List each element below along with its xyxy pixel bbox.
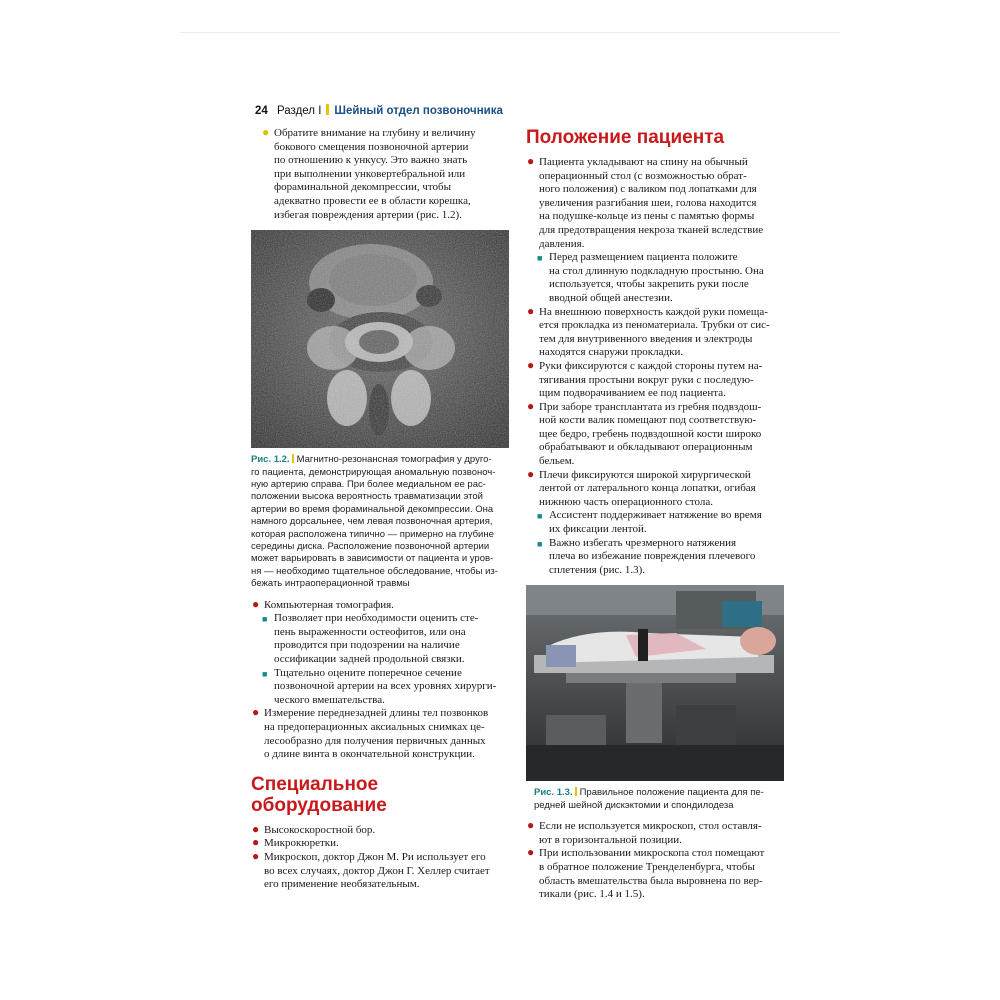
- text-line: вводной общей анестезии.: [549, 291, 673, 304]
- list-item-text: [539, 156, 784, 251]
- text-line: щим подворачиванием ее под пациента.: [539, 387, 726, 400]
- intro-bullet-text: [274, 127, 509, 222]
- text-line: адекватно провести ее в области корешка,: [274, 194, 471, 207]
- text-line: Позволяет при необходимости оценить сте-: [274, 612, 479, 625]
- list-item: [251, 596, 509, 613]
- text-line: Обратите внимание на глубину и величину: [274, 127, 476, 139]
- caption-line: которая расположена типично — примерно на глубине: [251, 528, 494, 540]
- bullet-marker: ●: [527, 303, 535, 318]
- text-line: тем для внутривенного введения и электроды: [539, 332, 753, 345]
- bullet-marker: ●: [252, 705, 260, 720]
- list-item-text: [549, 251, 784, 305]
- list-item-text: [274, 612, 509, 666]
- intro-bullet: [261, 127, 509, 222]
- text-line: избегая повреждения артерии (рис. 1.2).: [274, 208, 462, 221]
- text-line: о длине винта в окончательной конструкции.: [264, 748, 475, 761]
- text-line: При заборе трансплантата из гребня подвздош-: [539, 400, 762, 413]
- text-line: тягивания простыни вокруг руки с последую-: [539, 373, 754, 386]
- bullet-marker: ■: [262, 614, 268, 625]
- bullet-marker: ●: [527, 154, 535, 168]
- caption-line: намного дорсальнее, чем левая позвоночная артерия,: [251, 516, 493, 528]
- list-item-text: [274, 667, 509, 708]
- title-line: Специальное: [251, 773, 379, 795]
- section-label: Раздел I: [277, 105, 322, 117]
- bullet-marker: ●: [527, 466, 535, 481]
- text-line: ют в горизонтальной позиции.: [539, 833, 682, 846]
- right-column: [526, 127, 784, 902]
- figure-1-2-caption-text: [251, 454, 498, 589]
- list-item-text: [539, 847, 784, 901]
- list-item-text: [264, 599, 509, 613]
- list-item: [261, 612, 509, 666]
- text-line: Перед размещением пациента положите: [549, 251, 738, 264]
- caption-line: редней шейной дискэктомии и спондилодеза: [534, 799, 734, 811]
- text-line: Важно избегать чрезмерного натяжения: [549, 536, 737, 549]
- caption-line: го пациента, демонстрирующая аномальную позвоноч-: [251, 466, 496, 478]
- figure-1-2-label: Рис. 1.2.: [251, 454, 290, 466]
- text-line: находятся снаружи прокладки.: [539, 346, 684, 359]
- text-line: Если не используется микроскоп, стол оставля-: [539, 820, 762, 833]
- text-line: используется, чтобы закрепить руки после: [549, 278, 749, 291]
- running-header: [255, 104, 755, 118]
- text-line: Микроскоп, доктор Джон М. Ри использует его: [264, 850, 486, 863]
- bullet-marker: ●: [527, 357, 535, 372]
- text-line: ной кости валик помещают под соответствую-: [539, 414, 757, 427]
- list-item: [251, 848, 509, 892]
- figure-1-2-caption: [251, 454, 509, 590]
- chapter-title: Шейный отдел позвоночника: [334, 105, 503, 117]
- bullet-marker: ●: [252, 848, 260, 863]
- caption-line: артерии во время фораминальной декомпрессии. Она: [251, 503, 494, 515]
- title-line: оборудование: [251, 794, 387, 816]
- list-item-text: [264, 707, 509, 761]
- bullet-marker: ●: [527, 398, 535, 413]
- list-item: [526, 303, 784, 360]
- text-line: Высокоскоростной бор.: [264, 823, 376, 836]
- text-line: при выполнении унковертебральной или: [274, 167, 466, 180]
- text-line: для предотвращения некроза тканей вследствие: [539, 223, 764, 236]
- list-item-text: [539, 306, 784, 360]
- list-item: [526, 820, 784, 847]
- list-item-text: [539, 360, 784, 401]
- text-line: Пациента укладывают на спину на обычный: [539, 156, 748, 168]
- text-line: Микрокюретки.: [264, 837, 339, 850]
- text-line: сплетения (рис. 1.3).: [549, 563, 646, 576]
- bullet-marker: ●: [252, 835, 260, 850]
- list-item-text: [539, 401, 784, 469]
- text-line: обрабатывают и обкладывают операционным: [539, 441, 753, 454]
- table-position-bullet-list: [526, 820, 784, 902]
- caption-line: бежать интраоперационной травмы: [251, 578, 410, 590]
- section-title-equipment: [251, 774, 509, 816]
- header-divider: [326, 104, 329, 115]
- list-item: [251, 707, 509, 761]
- text-line: на стол длинную подкладную простыню. Она: [549, 264, 764, 277]
- text-line: Ассистент поддерживает натяжение во время: [549, 509, 762, 522]
- page-top-edge: [180, 32, 840, 33]
- bullet-marker: ■: [537, 538, 543, 549]
- left-bullet-list: [251, 596, 509, 762]
- list-item: [536, 509, 784, 536]
- caption-line: положении высока вероятность травматизации этой: [251, 491, 483, 503]
- text-line: Компьютерная томография.: [264, 598, 394, 611]
- list-item: [526, 398, 784, 469]
- bullet-marker: ●: [527, 818, 535, 833]
- text-line: операционный стол (с возможностью обрат-: [539, 169, 747, 182]
- list-item: [261, 667, 509, 708]
- figure-1-2-mri-image: [251, 230, 509, 448]
- page-number: 24: [255, 105, 268, 117]
- text-line: При использовании микроскопа стол помещают: [539, 847, 765, 860]
- caption-line: ную артерию справа. При более медиальном ее рас-: [251, 478, 486, 490]
- section-title-patient-position: Положение пациента: [526, 127, 725, 148]
- text-line: в обратное положение Тренделенбурга, чтобы: [539, 861, 755, 873]
- text-line: ного положения) с валиком под лопатками для: [539, 183, 757, 196]
- list-item-text: [539, 469, 784, 510]
- text-line: ческого вмешательства.: [274, 693, 385, 706]
- bullet-marker: ●: [527, 845, 535, 860]
- text-line: давления.: [539, 237, 585, 250]
- text-line: бокового смещения позвоночной артерии: [274, 140, 469, 153]
- list-item: [251, 821, 509, 838]
- bullet-marker: ■: [537, 253, 543, 264]
- caption-line: середины диска. Расположение позвоночной артерии: [251, 541, 490, 552]
- text-line: Руки фиксируются с каждой стороны путем на-: [539, 359, 763, 372]
- bullet-marker: ■: [262, 668, 268, 679]
- caption-line: может варьировать в зависимости от пациента и уров-: [251, 553, 494, 565]
- figure-1-3-photo: [526, 585, 784, 781]
- text-line: позвоночной артерии на всех уровнях хирурги-: [274, 680, 497, 693]
- text-line: по отношению к ункусу. Это важно знать: [274, 154, 468, 167]
- list-item-text: [264, 824, 509, 838]
- list-item: [526, 466, 784, 510]
- text-line: на предоперационных аксиальных снимках це-: [264, 720, 485, 733]
- list-item-text: [264, 851, 509, 892]
- list-item: [526, 357, 784, 401]
- bullet-marker: ●: [252, 821, 260, 836]
- text-line: лесообразно для получения первичных данных: [264, 734, 486, 747]
- text-line: плеча во избежание повреждения плечевого: [549, 550, 756, 563]
- text-line: лентой от латерального конца лопатки, огибая: [539, 482, 756, 495]
- text-line: На внешнюю поверхность каждой руки помеща-: [539, 305, 768, 318]
- list-item: [536, 251, 784, 305]
- equipment-bullet-list: [251, 821, 509, 892]
- list-item-text: [264, 837, 509, 851]
- text-line: нижнюю часть операционного стола.: [539, 495, 714, 508]
- text-line: область вмешательства была выровнена по вер-: [539, 874, 763, 887]
- caption-line: Правильное положение пациента для пе-: [579, 787, 764, 799]
- text-line: Плечи фиксируются широкой хирургической: [539, 468, 751, 481]
- text-line: оссификации задней продольной связки.: [274, 653, 465, 665]
- list-item: [536, 537, 784, 578]
- text-line: фораминальной декомпрессии, чтобы: [274, 181, 452, 194]
- text-line: Измерение переднезадней длины тел позвонков: [264, 707, 489, 720]
- text-line: бельем.: [539, 455, 575, 468]
- figure-1-3-label: Рис. 1.3.: [534, 787, 573, 799]
- bullet-marker: ■: [537, 511, 543, 522]
- list-item-text: [539, 820, 784, 847]
- list-item: [526, 156, 784, 251]
- text-line: увеличения разгибания шеи, голова находится: [539, 196, 757, 209]
- text-line: их фиксации лентой.: [549, 523, 647, 536]
- list-item: [526, 847, 784, 901]
- caption-divider: [292, 454, 294, 463]
- text-line: щее бедро, гребень подвздошной кости широко: [539, 427, 762, 440]
- text-line: проводится при подозрении на наличие: [274, 639, 460, 652]
- text-line: Тщательно оцените поперечное сечение: [274, 666, 462, 679]
- list-item-text: [549, 537, 784, 578]
- left-column: [251, 127, 509, 892]
- text-line: его применение необязательным.: [264, 878, 420, 891]
- text-line: ется прокладка из пеноматериала. Трубки от сис-: [539, 319, 770, 332]
- caption-line: ня — необходимо тщательное обследование, чтобы из-: [251, 565, 498, 577]
- text-line: во всех случаях, доктор Джон Г. Хеллер считает: [264, 864, 490, 877]
- patient-position-bullet-list: [526, 156, 784, 577]
- list-item: [251, 837, 509, 851]
- text-line: на подушке-кольце из пены с памятью формы: [539, 210, 755, 223]
- caption-line: Магнитно-резонансная томография у друго-: [296, 454, 492, 466]
- bullet-marker: ●: [262, 125, 270, 139]
- text-line: пень выраженности остеофитов, или она: [274, 625, 466, 638]
- bullet-marker: ●: [252, 596, 260, 611]
- figure-1-3-caption: [534, 787, 784, 812]
- caption-divider: [575, 787, 577, 796]
- text-line: тикали (рис. 1.4 и 1.5).: [539, 888, 645, 901]
- list-item-text: [549, 509, 784, 536]
